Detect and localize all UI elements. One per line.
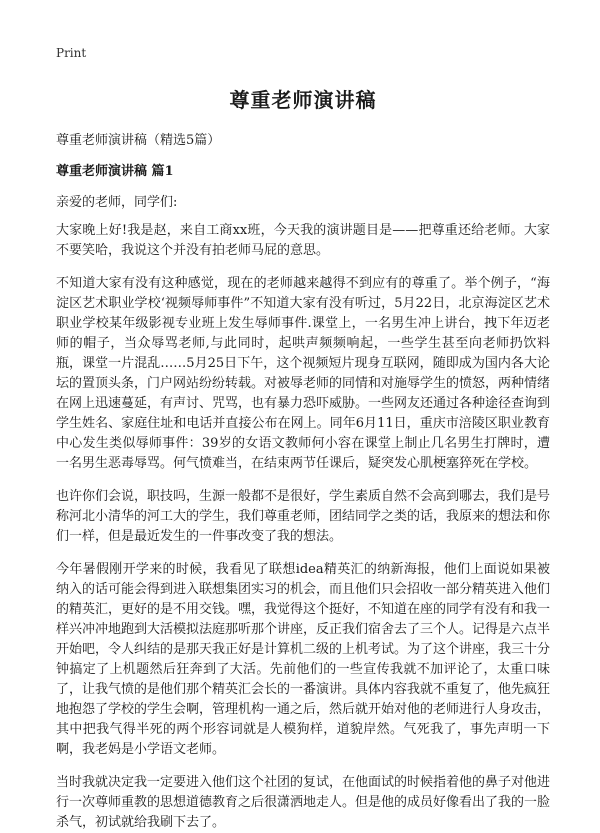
print-link[interactable]: Print: [56, 46, 87, 60]
greeting: 亲爱的老师，同学们:: [56, 195, 178, 210]
paragraph-4: 今年暑假刚开学来的时候，我看见了联想idea精英汇的纳新海报，他们上面说如果被纳入的话可能会得到进入联想集团实习的机会，而且他们只会招收一部分精英进入他们的精英汇，更好的是不用交钱。嘿，我觉得这个挺好，不知道在座的同学有没有和我一样兴冲冲地跑到大活模拟法庭那听那个讲座，反正我们宿舍去了三个人。记得是六点半开始吧，令人纠结的是那天我正好是计算机二级的上机考试。为了这个讲座，我三十分钟搞定了上机题然后狂奔到了大活。先前他们的一些宣传我就不加评论了，太重口味了，让我气愤的是他们那个精英汇会长的一番演讲。具体内容我就不重复了，他先疯狂地抱怨了学校的学生会啊，管理机构一通之后，然后就开始对他的老师进行人身攻击，其中把我气得半死的两个形容词就是人模狗样，道貌岸然。气死我了，事先声明一下啊，我老妈是小学语文老师。: [56, 562, 551, 757]
page-title: 尊重老师演讲稿: [229, 88, 377, 112]
document-subtitle: 尊重老师演讲稿（精选5篇）: [56, 133, 221, 148]
paragraph-3: 也许你们会说，职技吗，生源一般都不是很好，学生素质自然不会高到哪去，我们是号称河北小清华的河工大的学生，我们尊重老师，团结同学之类的话，我原来的想法和你们一样，但是最近发生的一件事改变了我的想法。: [56, 489, 551, 544]
paragraph-5: 当时我就决定我一定要进入他们这个社团的复试，在他面试的时候指着他的鼻子对他进行一次尊师重教的思想道德教育之后很潇洒地走人。但是他的成员好像看出了我的一脸杀气，初试就给我刷下去了。: [56, 775, 551, 830]
section-heading: 尊重老师演讲稿 篇1: [56, 164, 174, 179]
paragraph-2: 不知道大家有没有这种感觉，现在的老师越来越得不到应有的尊重了。举个例子，“海淀区艺术职业学校‘视频辱师事件”不知道大家有没有听过，5月22日，北京海淀区艺术职业学校某年级影视专业班上发生辱师事件.课堂上，一名男生冲上讲台，拽下年迈老师的帽子，当众辱骂老师,与此同时，起哄声频频响起，一些学生甚至向老师扔饮料瓶，课堂一片混乱……5月25日下午，这个视频短片现身互联网，随即成为国内各大论坛的置顶头条，门户网站纷纷转载。对被辱老师的同情和对施辱学生的愤怒，两种情绪在网上迅速蔓延，有声讨、咒骂，也有暴力恐吓威胁。一些网友还通过各种途径查询到学生姓名、家庭住址和电话并直接公布在网上。同年6月11日，重庆市涪陵区职业教育中心发生类似辱师事件：39岁的女语文教师何小容在课堂上制止几名男生打牌时，遭一名男生恶毒辱骂。何气愤难当，在结束两节任课后，疑突发心肌梗塞猝死在学校。: [56, 276, 551, 471]
paragraph-1: 大家晚上好!我是赵，来自工商xx班，今天我的演讲题目是——把尊重还给老师。大家不要笑哈，我说这个并没有拍老师马屁的意思。: [56, 223, 550, 258]
